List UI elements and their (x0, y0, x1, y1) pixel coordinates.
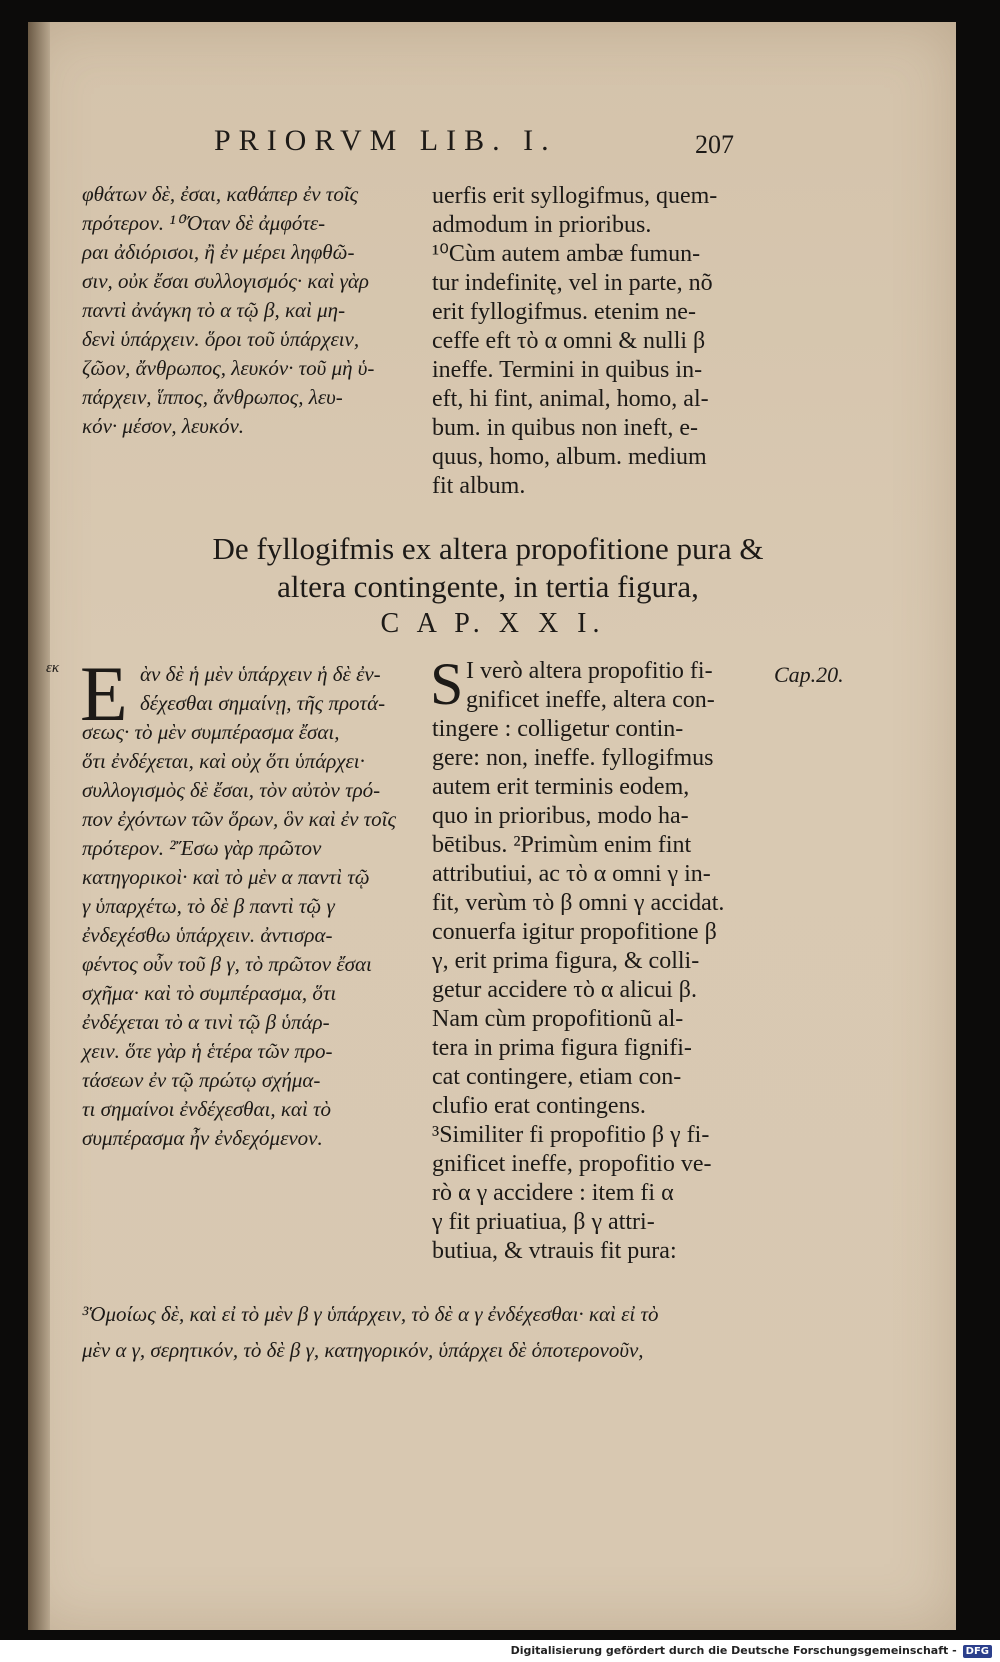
latin-text-line: tingere : colligetur contin- (432, 716, 684, 742)
footer-credit: Digitalisierung gefördert durch die Deutsche Forschungsgemeinschaft - (510, 1644, 957, 1657)
greek-column-chapter (80, 650, 422, 1153)
greek-text-line: πάρχειν, ἵππος, ἄνθρωπος, λευ- (82, 385, 343, 409)
greek-text-line: πον ἐχόντων τῶν ὅρων, ὃν καὶ ἐν τοῖς (82, 807, 397, 831)
latin-text-line: γ, erit prima figura, & colli- (432, 948, 700, 974)
latin-text-line: I verò altera propofitio fi- (466, 658, 713, 684)
greek-full-width-text (82, 1296, 802, 1368)
latin-text-line: cat contingere, etiam con- (432, 1064, 682, 1090)
latin-text-line: ceffe eft τὸ α omni & nulli β (432, 328, 706, 354)
margin-note-right: Cap.20. (774, 662, 844, 687)
greek-text-line: ὰν δὲ ἡ μὲν ὑπάρχειν ἡ δὲ ἐν- (140, 662, 381, 686)
latin-column-chapter (430, 651, 762, 1266)
latin-text-line: bētibus. ²Primùm enim fint (432, 832, 692, 858)
greek-text-line: σεως· τὸ μὲν συμπέρασμα ἔσαι, (82, 720, 340, 744)
greek-text-line: πρότερον. ²Ἔσω γὰρ πρῶτον (82, 836, 322, 860)
latin-drop-cap: S (430, 651, 464, 717)
greek-text-line: κατηγορικοὶ· καὶ τὸ μὲν α παντὶ τῷ (82, 865, 370, 889)
latin-text-line: gnificet ineffe, altera con- (466, 687, 715, 713)
latin-text-line: attributiui, ac τὸ α omni γ in- (432, 861, 711, 887)
latin-text-line: ³Similiter fi propofitio β γ fi- (432, 1122, 710, 1148)
greek-text-line: σχῆμα· καὶ τὸ συμπέρασμα, ὅτι (82, 981, 337, 1005)
latin-text-line: eft, hi fint, animal, homo, al- (432, 386, 709, 412)
latin-text-line: gere: non, ineffe. fyllogifmus (432, 745, 714, 771)
greek-text-line: γ ὑπαρχέτω, τὸ δὲ β παντὶ τῷ γ (82, 894, 335, 918)
latin-text-line: conuerfa igitur propofitione β (432, 919, 717, 945)
greek-text-line: χειν. ὅτε γὰρ ἡ ἑτέρα τῶν προ- (82, 1039, 333, 1063)
dfg-logo-badge: DFG (963, 1645, 992, 1658)
greek-text-line: δενὶ ὑπάρχειν. ὅροι τοῦ ὑπάρχειν, (82, 327, 360, 351)
chapter-title-line-2: altera contingente, in tertia figura, (277, 569, 699, 604)
greek-text-line: σιν, οὐκ ἔσαι συλλογισμός· καὶ γὰρ (82, 269, 369, 293)
latin-text-line: autem erit terminis eodem, (432, 774, 690, 800)
greek-text-line: ἐνδεχέσθω ὑπάρχειν. ἀντισρα- (82, 923, 333, 947)
greek-text-line: μὲν α γ, σερητικόν, τὸ δὲ β γ, κατηγορικόν, ὑπάρχει δὲ ὁποτερονοῦν, (82, 1338, 644, 1362)
greek-text-line: παντὶ ἀνάγκη τὸ α τῷ β, καὶ μη- (82, 298, 346, 322)
greek-text-line: φθάτων δὲ, ἐσαι, καθάπερ ἐν τοῖς (82, 182, 359, 206)
greek-text-line: συλλογισμὸς δὲ ἔσαι, τὸν αὐτὸν τρό- (82, 778, 381, 802)
greek-drop-cap: E (80, 650, 128, 737)
greek-text-line: συμπέρασμα ἦν ἐνδεχόμενον. (82, 1126, 323, 1150)
greek-text-line: ἐνδέχεται τὸ α τινὶ τῷ β ὑπάρ- (82, 1010, 330, 1034)
latin-text-line: fit, verùm τὸ β omni γ accidat. (432, 890, 725, 916)
page-header (214, 112, 734, 172)
latin-text-line: tur indefinitę, vel in parte, nõ (432, 270, 713, 296)
latin-text-line: Nam cùm propofitionũ al- (432, 1006, 684, 1032)
chapter-title-line-1: De fyllogifmis ex altera propofitione pura & (212, 531, 764, 566)
chapter-heading (88, 530, 888, 640)
greek-text-line: πρότερον. ¹⁰Ὅταν δὲ ἀμφότε- (82, 211, 326, 235)
latin-text-line: tera in prima figura fignifi- (432, 1035, 692, 1061)
latin-column-top (432, 182, 762, 501)
latin-text-line: uerfis erit syllogifmus, quem- (432, 183, 718, 209)
greek-text-line: ραι ἀδιόρισοι, ἢ ἐν μέρει ληφθῶ- (82, 240, 355, 264)
greek-text-line: ζῶον, ἄνθρωπος, λευκόν· τοῦ μὴ ὑ- (82, 356, 375, 380)
running-title: PRIORVM LIB. I. (214, 124, 557, 157)
latin-text-line: gnificet ineffe, propofitio ve- (432, 1151, 712, 1177)
digitization-footer (0, 1644, 992, 1662)
folio-number: 207 (695, 130, 734, 159)
latin-text-line: fit album. (432, 473, 526, 499)
greek-column-top (82, 180, 412, 441)
latin-text-line: getur accidere τὸ α alicui β. (432, 977, 697, 1003)
chapter-number: C A P. X X I. (380, 608, 606, 639)
latin-text-line: clufio erat contingens. (432, 1093, 646, 1119)
latin-text-line: butiua, & vtrauis fit pura: (432, 1238, 677, 1264)
latin-text-line: rò α γ accidere : item fi α (432, 1180, 674, 1206)
greek-text-line: ὅτι ἐνδέχεται, καὶ οὐχ ὅτι ὑπάρχει· (82, 749, 365, 773)
margin-note-left: εκ (46, 660, 60, 676)
latin-text-line: quus, homo, album. medium (432, 444, 707, 470)
latin-text-line: γ fit priuatiua, β γ attri- (432, 1209, 655, 1235)
latin-text-line: ¹⁰Cùm autem ambæ fumun- (432, 241, 701, 267)
latin-text-line: quo in prioribus, modo ha- (432, 803, 689, 829)
latin-text-line: ineffe. Termini in quibus in- (432, 357, 703, 383)
page-spine-shadow (28, 22, 50, 1630)
greek-text-line: ³Ὁμοίως δὲ, καὶ εἰ τὸ μὲν β γ ὑπάρχειν, τὸ δὲ α γ ἐνδέχεσθαι· καὶ εἰ τὸ (82, 1302, 659, 1326)
latin-text-line: erit fyllogifmus. etenim ne- (432, 299, 696, 325)
greek-text-line: δέχεσθαι σημαίνῃ, τῆς προτά- (140, 691, 386, 715)
greek-text-line: τάσεων ἐν τῷ πρώτῳ σχήμα- (82, 1068, 321, 1092)
latin-text-line: admodum in prioribus. (432, 212, 652, 238)
greek-text-line: τι σημαίνοι ἐνδέχεσθαι, καὶ τὸ (82, 1097, 332, 1121)
greek-text-line: φέντος οὖν τοῦ β γ, τὸ πρῶτον ἔσαι (82, 952, 372, 976)
latin-text-line: bum. in quibus non ineft, e- (432, 415, 698, 441)
greek-text-line: κόν· μέσον, λευκόν. (82, 414, 245, 438)
